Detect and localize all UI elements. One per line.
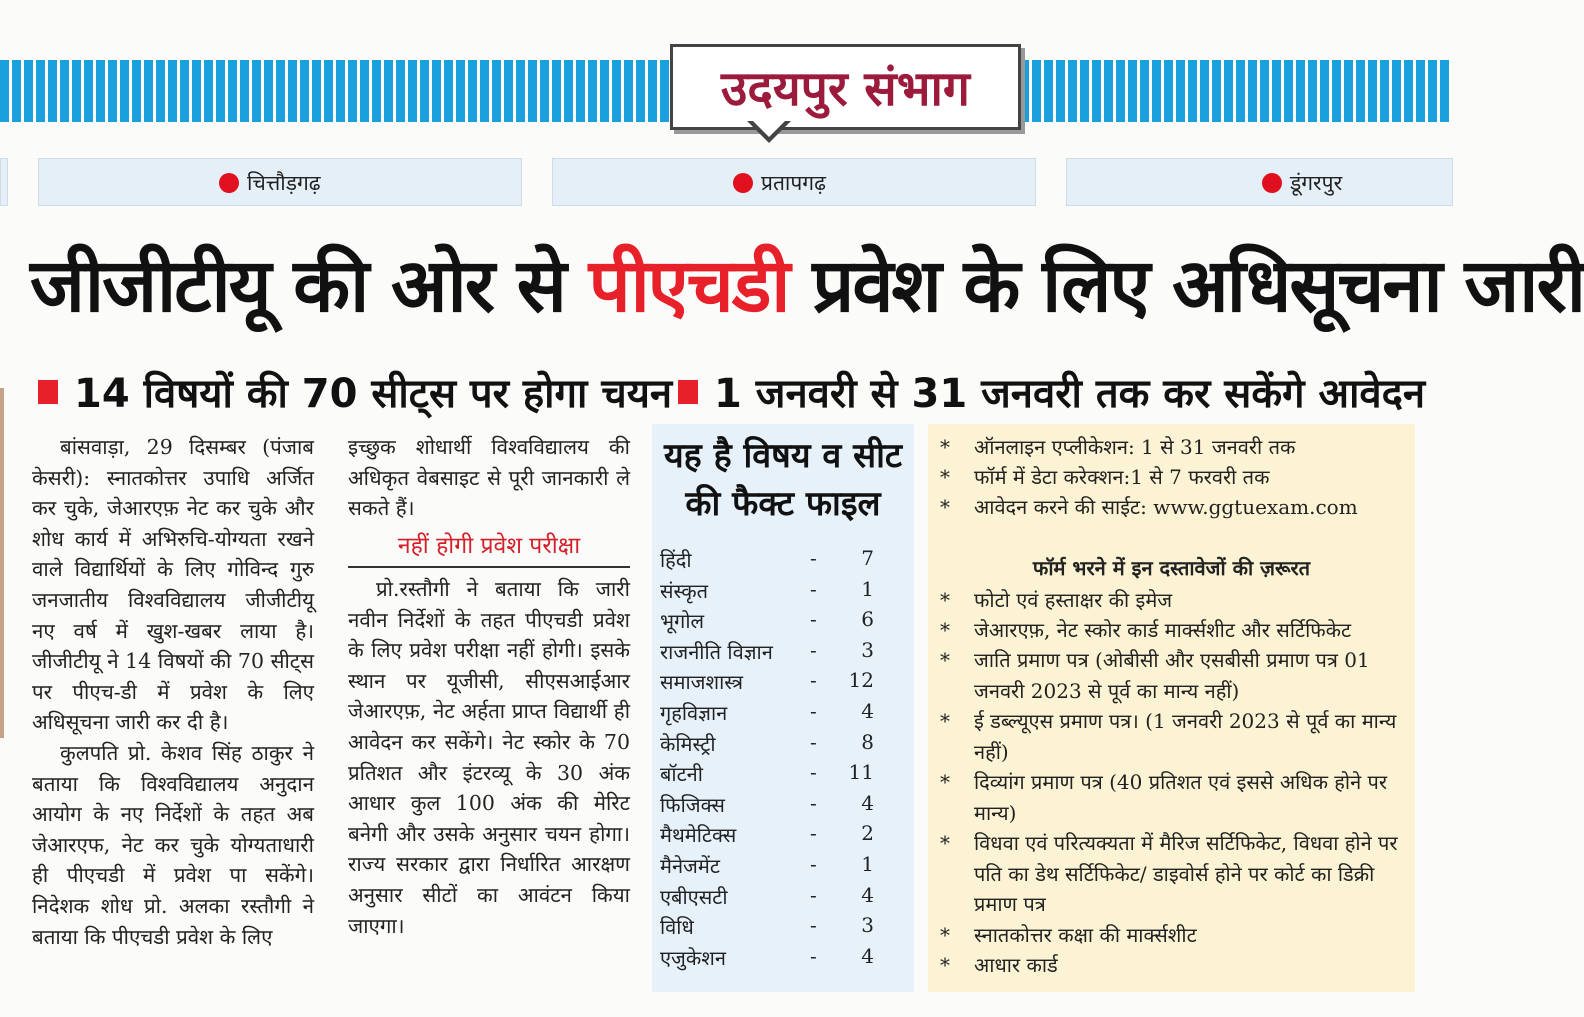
fact-file-row	[660, 944, 880, 974]
fact-file-row	[660, 668, 880, 698]
region-title: उदयपुर संभाग	[721, 60, 970, 117]
asterisk-bullet-icon: *	[940, 465, 950, 489]
info-text: आवेदन करने की साईट: www.ggtuexam.com	[974, 495, 1358, 519]
document-text: स्नातकोत्तर कक्षा की मार्क्सशीट	[974, 923, 1197, 947]
district-bar-edge	[0, 158, 8, 206]
document-text: विधवा एवं परित्यक्यता में मैरिज सर्टिफिकेट, विधवा होने पर पति का डेथ सर्टिफिकेट/ डाइवोर्स होने पर कोर्ट का डिक्री प्रमाण पत्र	[974, 831, 1398, 916]
subject-name: हिंदी	[660, 548, 692, 572]
asterisk-bullet-icon: *	[940, 618, 950, 642]
article-column-1	[32, 432, 314, 952]
subject-name: विधि	[660, 915, 694, 940]
region-title-box	[670, 44, 1021, 130]
subject-dash: -	[810, 943, 817, 968]
article-subheading: नहीं होगी प्रवेश परीक्षा	[397, 533, 581, 559]
fact-file-row	[660, 730, 880, 760]
info-text: ऑनलाइन एप्लीकेशन: 1 से 31 जनवरी तक	[974, 435, 1296, 459]
document-text: जेआरएफ़, नेट स्कोर कार्ड मार्क्सशीट और सर्टिफिकेट	[974, 618, 1352, 642]
district-label: डूंगरपुर	[1290, 171, 1343, 195]
document-text: जाति प्रमाण पत्र (ओबीसी और एसबीसी प्रमाण पत्र 01 जनवरी 2023 से पूर्व का मान्य नहीं)	[974, 648, 1370, 703]
headline-part2: प्रवेश के लिए अधिसूचना जारी	[788, 243, 1584, 329]
district-label: चित्तौड़गढ़	[247, 171, 321, 195]
subject-seats: 4	[861, 699, 874, 723]
fact-file-row	[660, 913, 880, 943]
subheading-rule	[348, 566, 630, 568]
subject-name: गृहविज्ञान	[660, 701, 728, 725]
subject-dash: -	[810, 607, 817, 632]
subject-name: मैनेजमेंट	[660, 854, 720, 878]
red-square-bullet-icon	[678, 380, 698, 404]
fact-title-line: यह है विषय व सीट	[663, 436, 903, 476]
subject-seats: 3	[861, 913, 874, 938]
fact-file-row	[660, 852, 880, 882]
subject-seats: 7	[861, 546, 874, 570]
subject-seats: 4	[861, 882, 874, 907]
article-paragraph: बांसवाड़ा, 29 दिसम्बर (पंजाब केसरी): स्नातकोत्तर उपाधि अर्जित कर चुके, जेआरएफ़ नेट कर चुके और शोध कार्य में अभिरुचि-योग्यता रखने वाले विद्यार्थियों के लिए गोविन्द गुरु जनजातीय विश्वविद्यालय जीजीटीयू नए वर्ष में खुश-खबर लाया है। जीजीटीयू ने 14 विषयों की 70 सीट्स पर पीएच-डी में प्रवेश के लिए अधिसूचना जारी कर दी है।	[32, 435, 314, 735]
fact-title-line: की फैक्ट फाइल	[685, 484, 881, 524]
subject-seats: 6	[861, 607, 874, 632]
info-date-item	[940, 462, 1402, 492]
headline	[30, 232, 1584, 332]
fact-file-row	[660, 577, 880, 607]
article-column-2-bottom	[348, 574, 630, 941]
fact-file-title	[652, 432, 914, 528]
subject-dash: -	[810, 576, 817, 601]
fact-file-row	[660, 607, 880, 637]
subject-name: मैथमेटिक्स	[660, 823, 737, 848]
fact-file-row	[660, 821, 880, 851]
subject-seats: 11	[848, 760, 874, 785]
info-date-item	[940, 492, 1402, 554]
subject-seats: 8	[861, 729, 874, 754]
subject-seats: 12	[848, 668, 874, 693]
subject-dash: -	[810, 821, 817, 846]
asterisk-bullet-icon: *	[940, 770, 950, 794]
left-edge-strip	[0, 388, 4, 738]
subhead-left	[38, 364, 672, 419]
info-text: फॉर्म में डेटा करेक्शन:1 से 7 फरवरी तक	[974, 465, 1270, 489]
subject-name: एबीएसटी	[660, 884, 728, 909]
fact-file-row	[660, 760, 880, 790]
subject-name: बॉटनी	[660, 762, 703, 787]
district-bar-pratapgarh	[552, 158, 1036, 206]
subject-name: केमिस्ट्री	[660, 731, 716, 756]
subject-dash: -	[810, 546, 817, 570]
district-label: प्रतापगढ़	[761, 171, 826, 195]
subhead-left-text: 14 विषयों की 70 सीट्स पर होगा चयन	[74, 371, 673, 417]
subject-dash: -	[810, 637, 817, 662]
subject-seats: 1	[861, 576, 874, 601]
article-paragraph: प्रो.रस्तौगी ने बताया कि जारी नवीन निर्देशों के तहत पीएचडी प्रवेश के लिए प्रवेश परीक्षा नहीं होगी। इसके स्थान पर यूजीसी, सीएसआईआर जेआरएफ़, नेट अर्हता प्राप्त विद्यार्थी ही आवेदन कर सकेंगे। नेट स्कोर के 70 प्रतिशत और इंटरव्यू के 30 अंक आधार कुल 100 अंक की मेरिट बनेगी और उसके अनुसार चयन होगा। राज्य सरकार द्वारा निर्धारित आरक्षण अनुसार सीटों का आवंटन किया जाएगा।	[348, 577, 630, 938]
subject-dash: -	[810, 699, 817, 723]
article-column-2-top	[348, 432, 630, 524]
asterisk-bullet-icon: *	[940, 648, 950, 672]
subject-dash: -	[810, 790, 817, 815]
subject-dash: -	[810, 668, 817, 693]
subject-dash: -	[810, 882, 817, 907]
fact-file-row	[660, 791, 880, 821]
asterisk-bullet-icon: *	[940, 495, 950, 519]
subhead-right	[678, 364, 1425, 419]
bullet-dot-icon	[219, 173, 239, 193]
documents-heading: फॉर्म भरने में इन दस्तावेजों की ज़रूरत	[1032, 556, 1311, 580]
info-date-item	[940, 432, 1402, 462]
document-text: ई डब्ल्यूएस प्रमाण पत्र। (1 जनवरी 2023 से पूर्व का मान्य नहीं)	[974, 709, 1397, 764]
document-text: फोटो एवं हस्ताक्षर की इमेज	[974, 588, 1173, 612]
asterisk-bullet-icon: *	[940, 435, 950, 459]
district-bar-dungarpur	[1066, 158, 1453, 206]
subject-name: राजनीति विज्ञान	[660, 639, 773, 664]
bullet-dot-icon	[733, 173, 753, 193]
fact-file-row	[660, 699, 880, 729]
region-pointer-fill	[751, 119, 787, 137]
subject-dash: -	[810, 852, 817, 876]
subhead-right-text: 1 जनवरी से 31 जनवरी तक कर सकेंगे आवेदन	[714, 371, 1426, 417]
document-text: दिव्यांग प्रमाण पत्र (40 प्रतिशत एवं इससे अधिक होने पर मान्य)	[974, 770, 1388, 825]
headline-highlight: पीएचडी	[588, 243, 789, 329]
subject-seats: 3	[861, 637, 874, 662]
bullet-dot-icon	[1262, 173, 1282, 193]
subject-dash: -	[810, 760, 817, 785]
subject-seats: 2	[861, 821, 874, 846]
subject-dash: -	[810, 913, 817, 938]
fact-file-row	[660, 638, 880, 668]
fact-file-row	[660, 883, 880, 913]
subject-name: फिजिक्स	[660, 792, 725, 817]
subject-seats: 4	[861, 790, 874, 815]
headline-part1: जीजीटीयू की ओर से	[30, 243, 589, 329]
subject-name: भूगोल	[660, 609, 705, 634]
subject-dash: -	[810, 729, 817, 754]
asterisk-bullet-icon: *	[940, 831, 950, 855]
red-square-bullet-icon	[38, 380, 58, 404]
asterisk-bullet-icon: *	[940, 588, 950, 612]
district-bar-chittorgarh	[38, 158, 522, 206]
subject-name: एजुकेशन	[660, 945, 726, 970]
subject-name: समाजशास्त्र	[660, 670, 744, 695]
asterisk-bullet-icon: *	[940, 953, 950, 977]
fact-file-row	[660, 546, 880, 576]
subject-name: संस्कृत	[660, 578, 709, 603]
document-text: आधार कार्ड	[974, 953, 1058, 977]
subject-seats: 1	[861, 852, 874, 876]
article-paragraph: इच्छुक शोधार्थी विश्वविद्यालय की अधिकृत वेबसाइट से पूरी जानकारी ले सकते हैं।	[348, 435, 630, 521]
asterisk-bullet-icon: *	[940, 709, 950, 733]
article-paragraph: कुलपति प्रो. केशव सिंह ठाकुर ने बताया कि विश्वविद्यालय अनुदान आयोग के नए निर्देशों के तहत अब जेआरएफ, नेट कर चुके योग्यताधारी ही पीएचडी में प्रवेश पा सकेंगे। निदेशक शोध प्रो. अलका रस्तौगी ने बताया कि पीएचडी प्रवेश के लिए	[32, 740, 314, 949]
asterisk-bullet-icon: *	[940, 923, 950, 947]
subject-seats: 4	[861, 943, 874, 968]
